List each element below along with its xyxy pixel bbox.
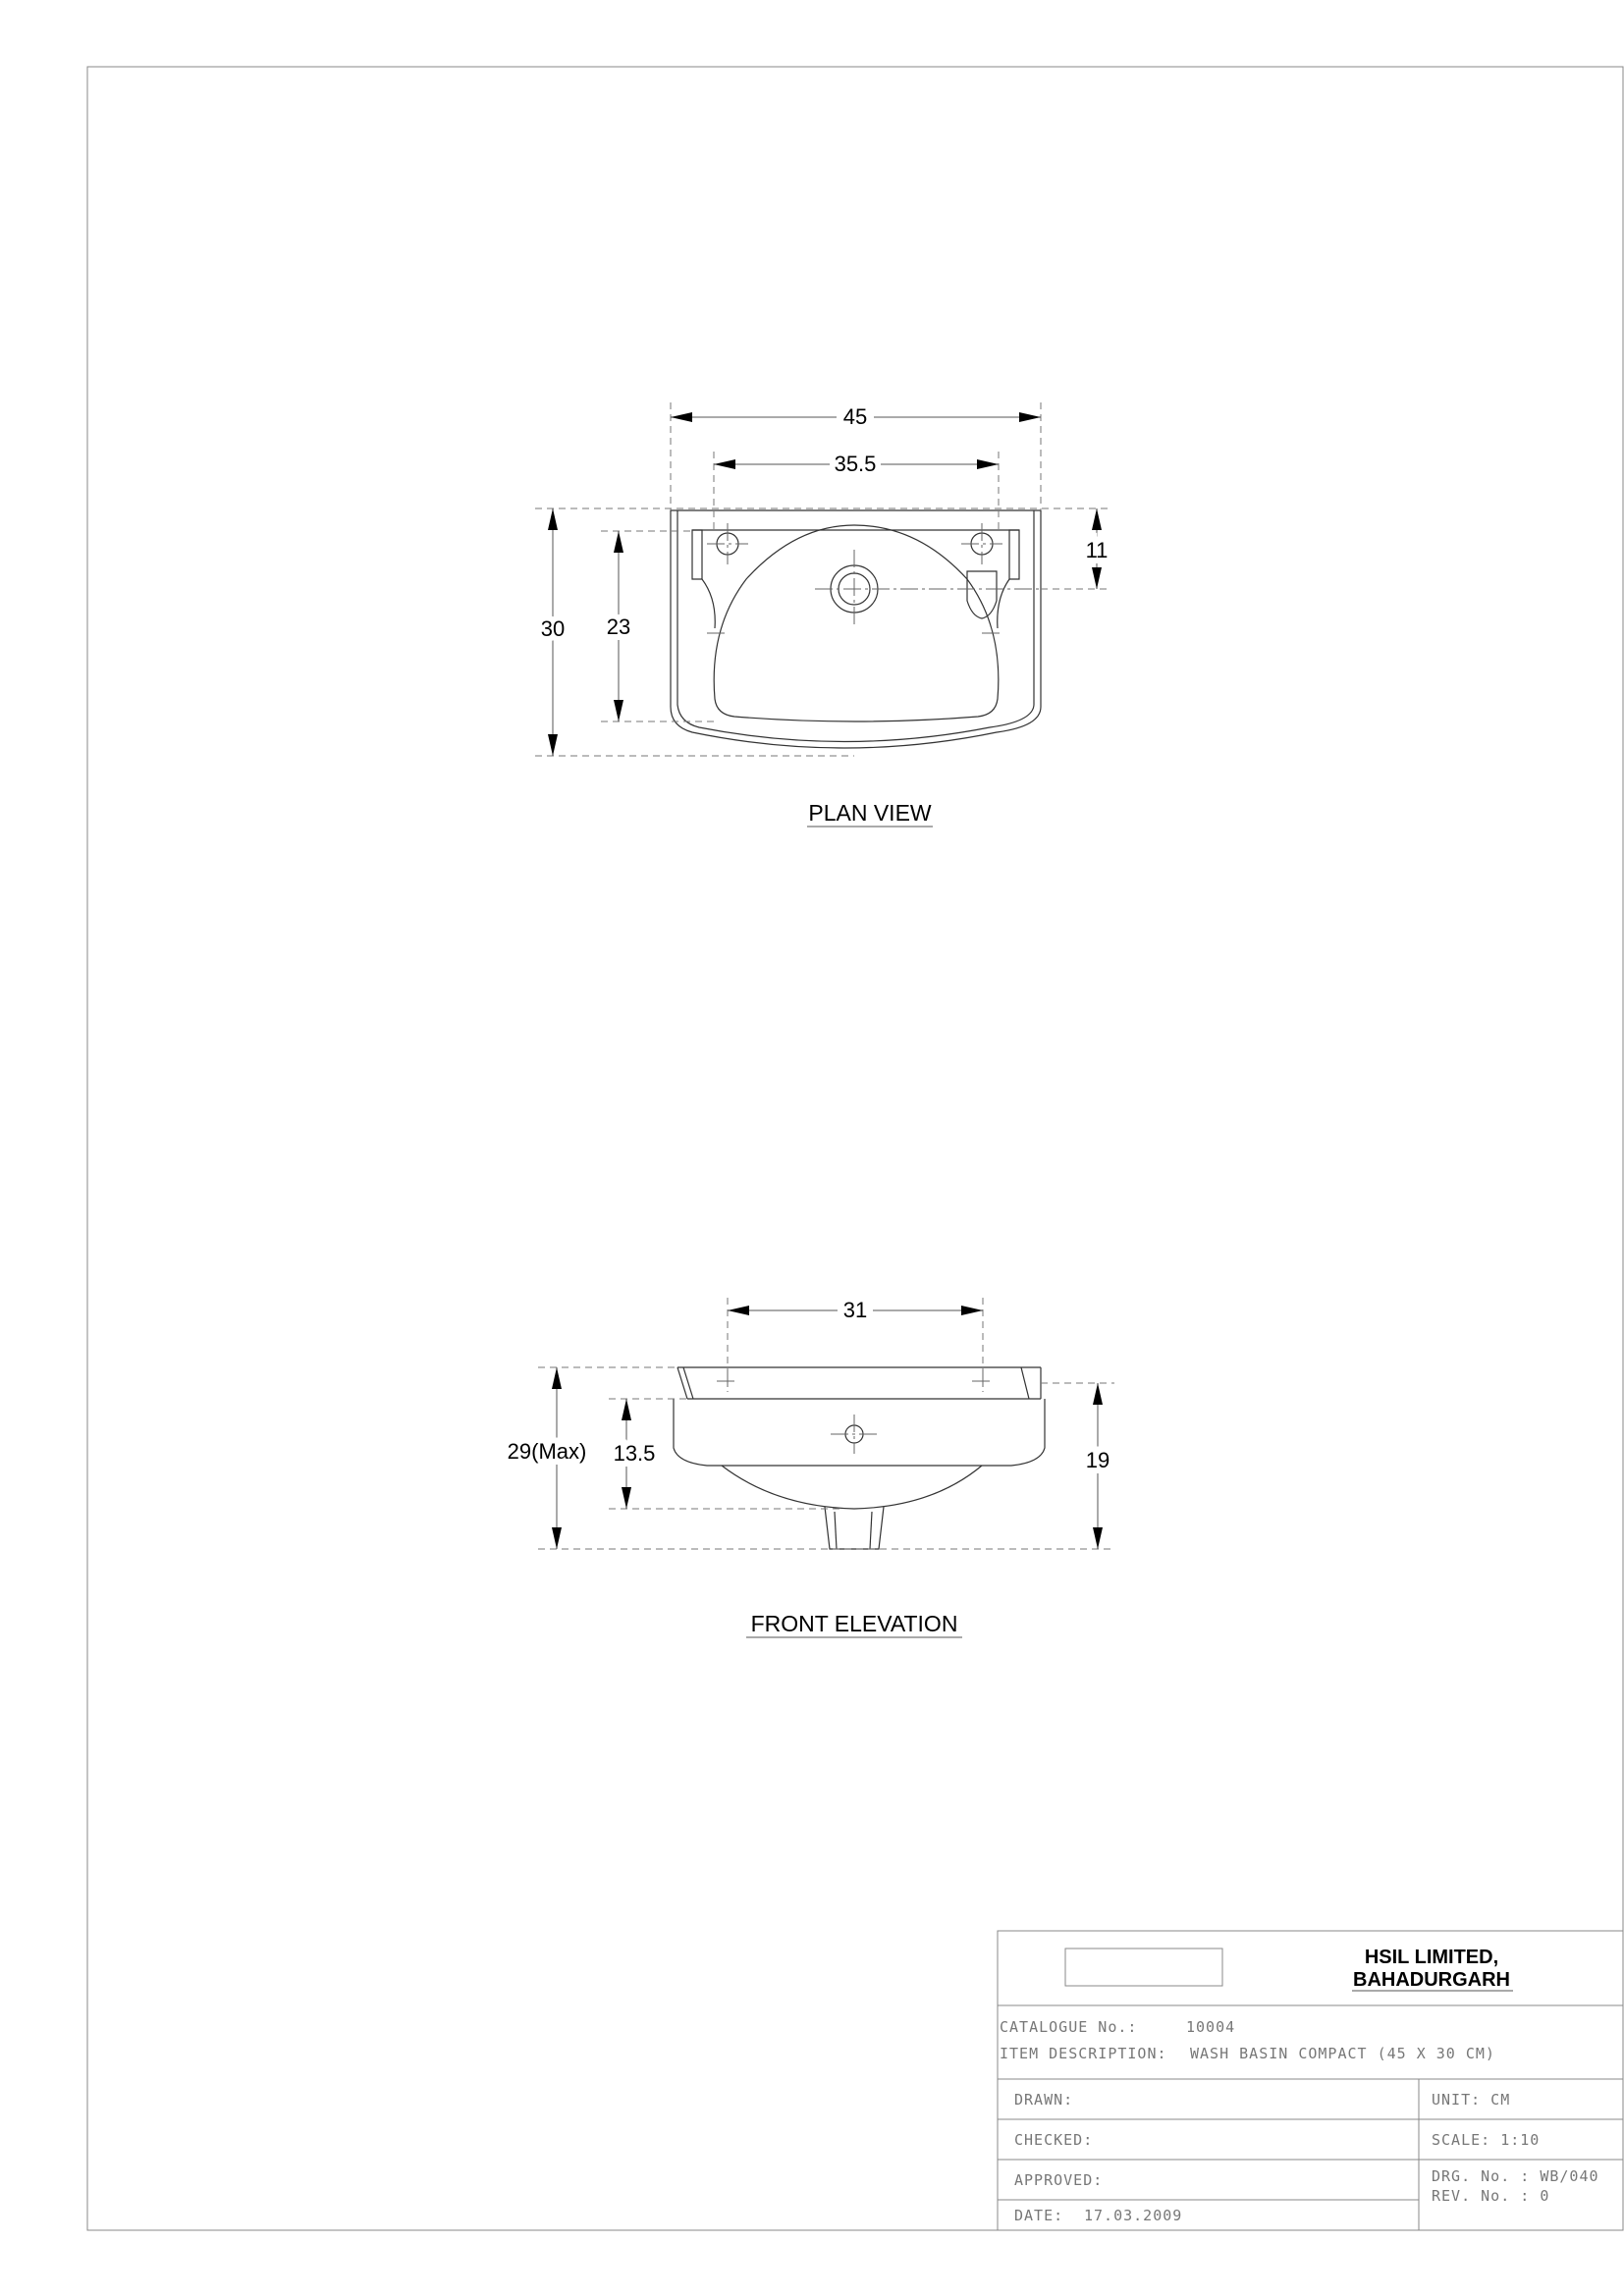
approved-label: APPROVED: [1014, 2171, 1104, 2189]
revision-number: REV. No. : 0 [1432, 2187, 1550, 2205]
front-basin-outline [674, 1367, 1045, 1549]
front-overflow-hole [831, 1415, 878, 1454]
front-dim-max-height [508, 1367, 587, 1549]
plan-dim-overall-width [671, 402, 1041, 430]
plan-waste-outlet [815, 550, 1041, 628]
company-name: HSIL LIMITED, [1364, 1947, 1499, 1968]
checked-label: CHECKED: [1014, 2131, 1094, 2149]
plan-basin-outline [671, 510, 1041, 748]
front-dim-bowl-height [614, 1399, 656, 1509]
title-block [998, 1931, 1623, 2230]
date-value: 17.03.2009 [1084, 2207, 1183, 2224]
front-dim-body-height-label: 19 [1085, 1448, 1110, 1472]
plan-dim-tap-hole-spacing-label: 35.5 [834, 452, 877, 476]
plan-view-caption [807, 800, 933, 827]
front-elevation [508, 1296, 1114, 1637]
plan-dim-bowl-depth [607, 531, 630, 721]
item-description-value: WASH BASIN COMPACT (45 X 30 CM) [1190, 2045, 1495, 2062]
plan-dim-tap-hole-offset [1086, 508, 1109, 589]
scale-field: SCALE: 1:10 [1432, 2131, 1541, 2149]
front-dim-max-height-label: 29(Max) [507, 1439, 587, 1464]
front-elevation-title: FRONT ELEVATION [750, 1611, 958, 1636]
front-dim-top-width [728, 1296, 983, 1323]
drawn-label: DRAWN: [1014, 2091, 1074, 2109]
catalogue-label: CATALOGUE No.: [1000, 2018, 1138, 2036]
plan-tap-hole-left [707, 523, 748, 564]
drawing-number: DRG. No. : WB/040 [1432, 2167, 1599, 2185]
front-dim-body-height [1086, 1383, 1110, 1549]
plan-dim-overall-depth-label: 30 [540, 616, 566, 641]
company-logo-box [1065, 1949, 1222, 1986]
catalogue-value: 10004 [1186, 2018, 1236, 2036]
plan-dim-tap-hole-offset-label: 11 [1085, 538, 1109, 562]
plan-dim-overall-depth [541, 508, 565, 756]
company-location: BAHADURGARH [1353, 1969, 1510, 1991]
plan-dim-tap-hole-spacing [714, 450, 999, 477]
item-description-label: ITEM DESCRIPTION: [1000, 2045, 1167, 2062]
front-dim-top-width-label: 31 [842, 1298, 868, 1322]
plan-dim-bowl-depth-label: 23 [606, 614, 631, 639]
front-elevation-caption [746, 1611, 962, 1637]
date-label: DATE: [1014, 2207, 1064, 2224]
front-dim-bowl-height-label: 13.5 [613, 1441, 656, 1466]
plan-dim-overall-width-label: 45 [842, 404, 868, 429]
sheet-border [87, 67, 1623, 2230]
plan-view-title: PLAN VIEW [808, 800, 932, 826]
unit-field: UNIT: CM [1432, 2091, 1511, 2109]
plan-view [535, 402, 1110, 827]
